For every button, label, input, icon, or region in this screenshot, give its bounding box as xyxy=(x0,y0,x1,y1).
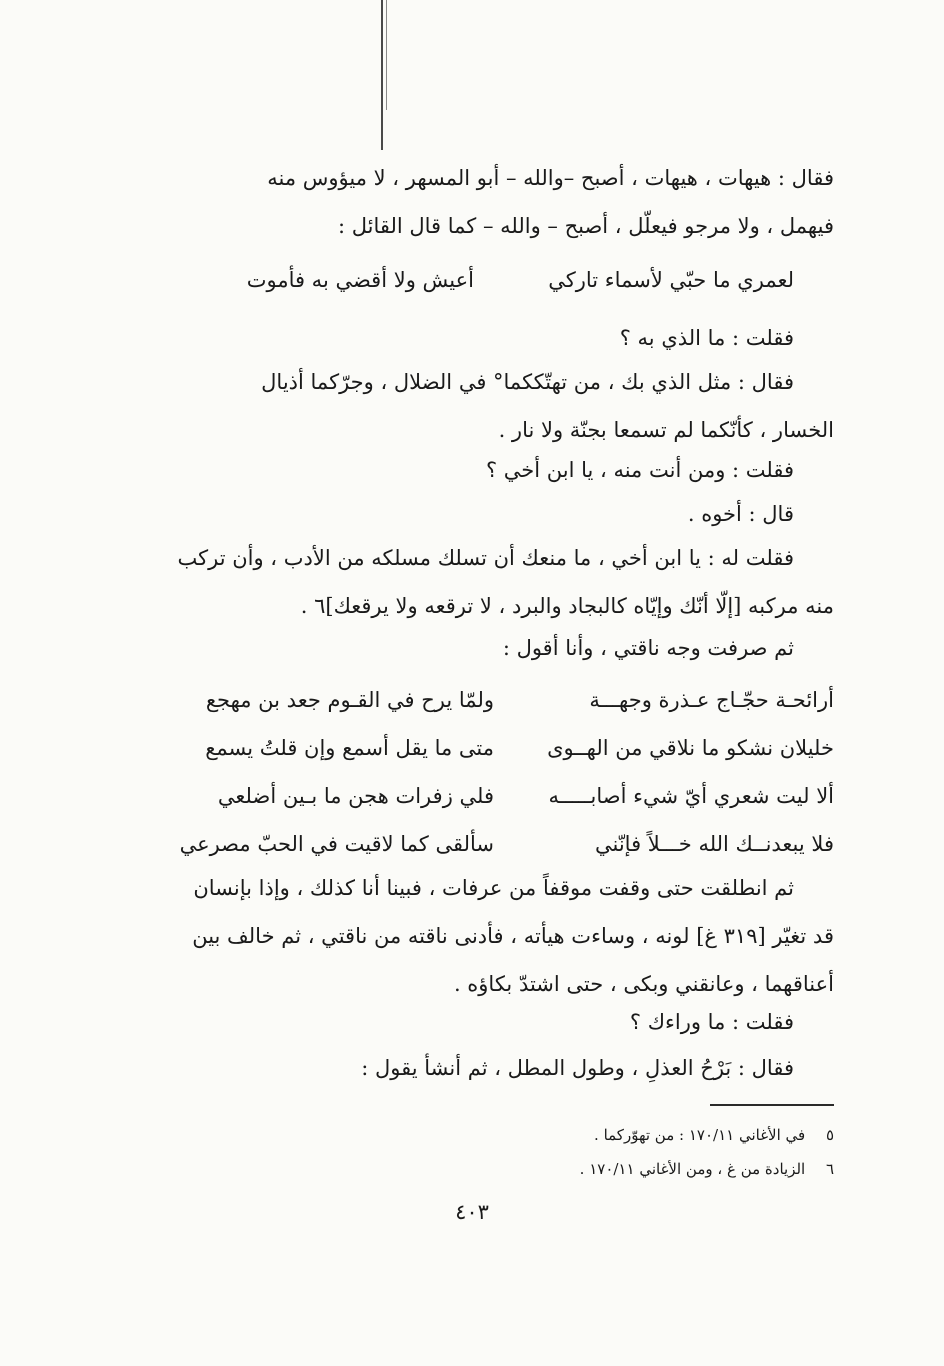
footnote xyxy=(166,1152,834,1186)
poem xyxy=(166,676,834,868)
verse-hemistich-left: ولمّا يرح في القـوم جعد بن مهجع xyxy=(205,688,494,712)
text-line: فيهمل ، ولا مرجو فيعلّل ، أصبح – والله – كما قال القائل : xyxy=(337,214,834,238)
verse-row xyxy=(166,724,834,772)
paragraph-1 xyxy=(166,154,834,250)
binding-line-faint xyxy=(386,0,387,110)
text-line: الخسار ، كأنّكما لم تسمعا بجنّة ولا نار . xyxy=(498,418,834,442)
text-line: فقال : بَرْحُ العذلِ ، وطول المطل ، ثم أنشأ يقول : xyxy=(361,1056,794,1080)
text-line: منه مركبه [إلّا أنّك وإيّاه كالبجاد والبرد ، لا ترقعه ولا يرقعك]٦ . xyxy=(300,594,834,618)
footnotes xyxy=(166,1118,834,1186)
verse-row xyxy=(166,772,834,820)
verse-hemistich-left: سألقى كما لاقيت في الحبّ مصرعي xyxy=(179,832,494,856)
footnote xyxy=(166,1118,834,1152)
binding-line xyxy=(381,0,383,150)
text-line: فقلت : ومن أنت منه ، يا ابن أخي ؟ xyxy=(485,458,794,482)
paragraph-5 xyxy=(166,490,834,538)
text-line: قد تغيّر [٣١٩ غ] لونه ، وساءت هيأته ، فأدنى ناقته من ناقتي ، ثم خالف بين xyxy=(192,924,834,948)
text-line: أعناقهما ، وعانقني وبكى ، حتى اشتدّ بكاؤه . xyxy=(453,972,834,996)
verse-hemistich-right: لعمري ما حبّي لأسماء تاركي xyxy=(548,268,794,292)
verse-hemistich-right: فلا يبعدنــك الله خـــلاً فإنّني xyxy=(595,832,834,856)
paragraph-6 xyxy=(166,534,834,630)
footnote-separator xyxy=(710,1104,834,1106)
paragraph-7 xyxy=(166,624,834,672)
verse-hemistich-right: خليلان نشكو ما نلاقي من الهــوى xyxy=(547,736,834,760)
verse-row xyxy=(166,676,834,724)
paragraph-2 xyxy=(166,314,834,362)
verse-hemistich-right: ألا ليت شعري أيّ شيء أصابـــــه xyxy=(548,784,834,808)
paragraph-8 xyxy=(166,864,834,1008)
text-line: فقلت له : يا ابن أخي ، ما منعك أن تسلك مسلكه من الأدب ، وأن تركب xyxy=(177,546,794,570)
verse-hemistich-left: أعيش ولا أقضي به فأموت xyxy=(246,268,474,292)
page-number: ٤٠٣ xyxy=(455,1200,489,1224)
text-line: ثم انطلقت حتى وقفت موقفاً من عرفات ، فبينا أنا كذلك ، وإذا بإنسان xyxy=(193,876,794,900)
text-line: فقال : هيهات ، هيهات ، أصبح –والله – أبو المسهر ، لا ميؤوس منه xyxy=(267,166,834,190)
paragraph-9 xyxy=(166,998,834,1046)
footnote-number: ٥ xyxy=(825,1126,834,1144)
text-line: فقال : مثل الذي بك ، من تهتّككما° في الضلال ، وجرّكما أذيال xyxy=(261,370,794,394)
paragraph-10 xyxy=(166,1044,834,1092)
text-line: ثم صرفت وجه ناقتي ، وأنا أقول : xyxy=(502,636,794,660)
text-line: قال : أخوه . xyxy=(687,502,794,526)
paragraph-3 xyxy=(166,358,834,454)
text-line: فقلت : ما وراءك ؟ xyxy=(629,1010,794,1034)
text-line: فقلت : ما الذي به ؟ xyxy=(619,326,794,350)
footnote-number: ٦ xyxy=(825,1160,834,1178)
verse-1 xyxy=(166,256,834,304)
paragraph-4 xyxy=(166,446,834,494)
verse-row xyxy=(166,820,834,868)
verse-hemistich-left: متى ما يقل أسمع وإن قلتُ يسمع xyxy=(205,736,494,760)
verse-hemistich-left: فلي زفرات هجن ما بـين أضلعي xyxy=(217,784,494,808)
footnote-text: في الأغاني ١٧٠/١١ : من تهوّركما . xyxy=(594,1126,806,1144)
verse-hemistich-right: أرائحـة حجّـاج عـذرة وجهـــة xyxy=(589,688,834,712)
footnote-text: الزيادة من غ ، ومن الأغاني ١٧٠/١١ . xyxy=(579,1160,806,1178)
